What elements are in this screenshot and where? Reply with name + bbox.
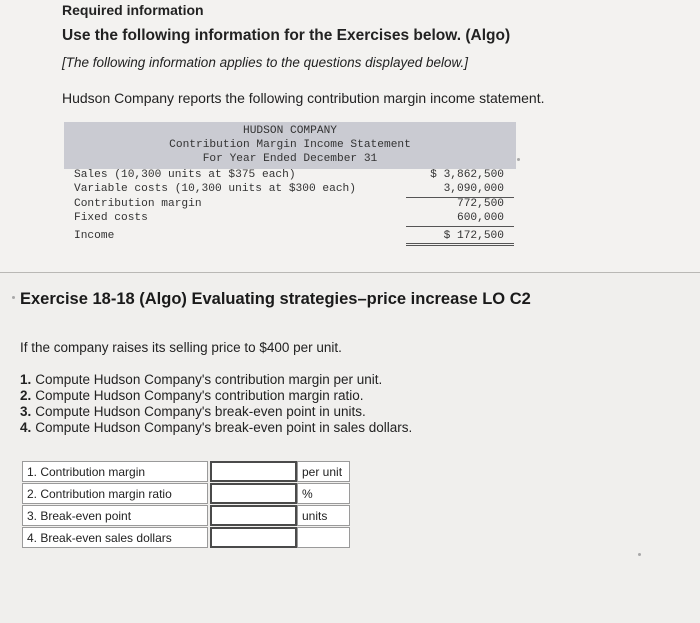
question-list xyxy=(20,372,412,436)
answer-label: 3. Break-even point xyxy=(22,505,208,526)
question-number: 3. xyxy=(20,404,32,419)
table-row xyxy=(22,483,350,505)
question-text: Compute Hudson Company's contribution margin per unit. xyxy=(35,372,383,387)
speck xyxy=(638,553,641,556)
statement-row-amount: 600,000 xyxy=(457,212,504,224)
answer-label: 1. Contribution margin xyxy=(22,461,208,482)
statement-row-label: Contribution margin xyxy=(74,198,202,210)
answer-label: 2. Contribution margin ratio xyxy=(22,483,208,504)
statement-period: For Year Ended December 31 xyxy=(202,153,378,165)
statement-row-label: Variable costs (10,300 units at $300 each) xyxy=(74,183,356,195)
statement-row-amount: $ 3,862,500 xyxy=(430,169,504,181)
statement-row-label: Fixed costs xyxy=(74,212,148,224)
answer-unit xyxy=(297,527,350,548)
list-item xyxy=(20,372,412,388)
income-statement xyxy=(64,122,516,246)
exercise-title: Exercise 18-18 (Algo) Evaluating strategies–price increase LO C2 xyxy=(20,290,531,308)
speck xyxy=(12,296,15,299)
statement-row-amount: $ 172,500 xyxy=(443,230,504,242)
question-text: Compute Hudson Company's contribution margin ratio. xyxy=(35,388,364,403)
table-row xyxy=(22,505,350,527)
question-text: Compute Hudson Company's break-even point in units. xyxy=(35,404,366,419)
instructions-heading: Use the following information for the Exercises below. (Algo) xyxy=(62,27,511,44)
break-even-sales-input[interactable] xyxy=(210,527,297,548)
question-number: 1. xyxy=(20,372,32,387)
statement-header xyxy=(64,122,516,169)
contribution-margin-ratio-input[interactable] xyxy=(210,483,297,504)
underline-rule xyxy=(406,226,514,227)
statement-row-amount: 772,500 xyxy=(457,198,504,210)
info-note: [The following information applies to the questions displayed below.] xyxy=(62,55,468,70)
double-underline-rule xyxy=(406,245,514,246)
statement-row-label: Sales (10,300 units at $375 each) xyxy=(74,169,296,181)
answer-table xyxy=(22,461,350,549)
contribution-margin-input[interactable] xyxy=(210,461,297,482)
break-even-point-input[interactable] xyxy=(210,505,297,526)
required-info-heading: Required information xyxy=(62,2,204,18)
speck xyxy=(517,158,520,161)
statement-title: Contribution Margin Income Statement xyxy=(169,139,411,151)
exercise-prompt: If the company raises its selling price to $400 per unit. xyxy=(20,340,342,355)
list-item xyxy=(20,404,412,420)
double-underline-rule xyxy=(406,243,514,244)
intro-text: Hudson Company reports the following contribution margin income statement. xyxy=(62,90,545,106)
answer-label: 4. Break-even sales dollars xyxy=(22,527,208,548)
answer-unit: % xyxy=(297,483,350,504)
info-panel xyxy=(0,0,700,273)
question-number: 4. xyxy=(20,420,32,435)
statement-company: HUDSON COMPANY xyxy=(243,125,337,137)
answer-unit: units xyxy=(297,505,350,526)
question-number: 2. xyxy=(20,388,32,403)
table-row xyxy=(22,461,350,483)
statement-row-label: Income xyxy=(74,230,115,242)
question-text: Compute Hudson Company's break-even point in sales dollars. xyxy=(35,420,413,435)
answer-unit: per unit xyxy=(297,461,350,482)
list-item xyxy=(20,388,412,404)
table-row xyxy=(22,527,350,549)
list-item xyxy=(20,420,412,436)
statement-row-amount: 3,090,000 xyxy=(443,183,504,195)
